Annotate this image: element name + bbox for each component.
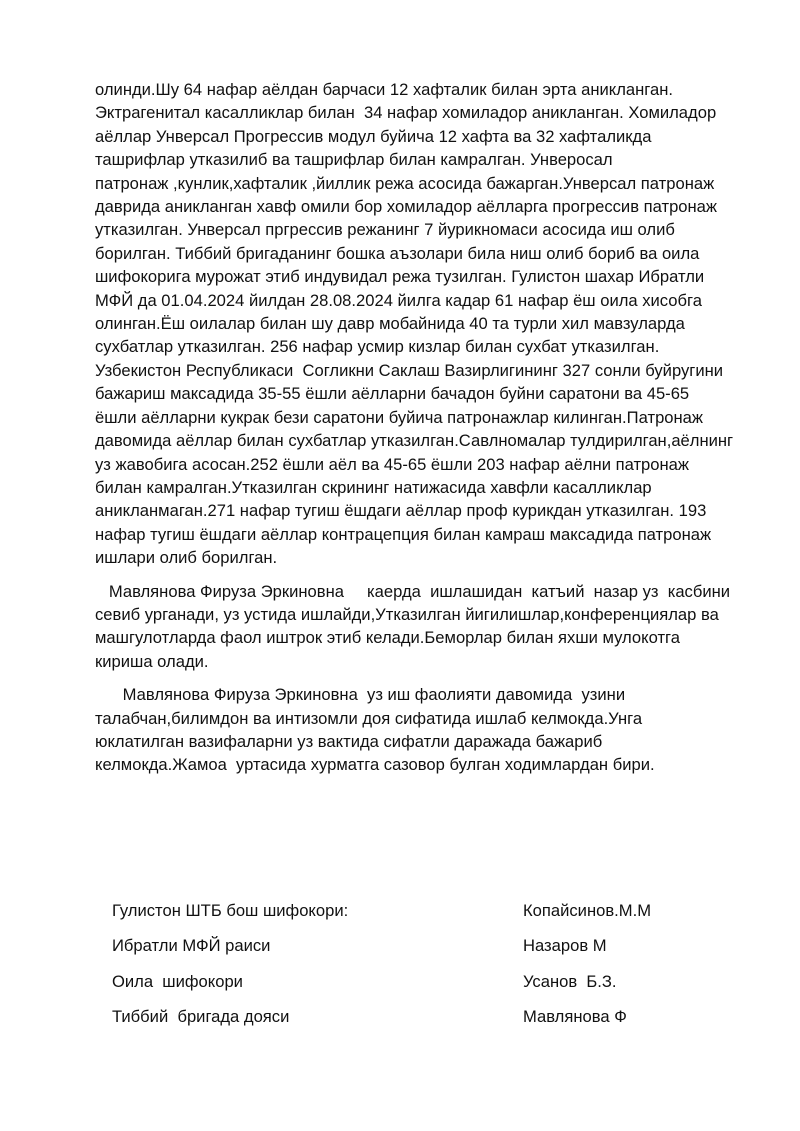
text-line: уз жавобига асосан.252 ёшли аёл ва 45-65 ёшли 203 нафар аёлни патронаж <box>95 454 690 474</box>
signature-name: Усанов Б.З. <box>523 971 617 991</box>
document-body <box>95 78 775 777</box>
text-line: ёшли аёлларни кукрак бези саратони буйича патронажлар килинган.Патронаж <box>95 407 704 427</box>
signature-block <box>112 899 712 1040</box>
text-line: севиб урганади, уз устида ишлайди,Утказилган йигилишлар,конференциялар ва <box>95 604 719 624</box>
signature-row <box>112 899 712 934</box>
text-line: МФЙ да 01.04.2024 йилдан 28.08.2024 йилга кадар 61 нафар ёш оила хисобга <box>95 290 702 310</box>
signature-role: Ибратли МФЙ раиси <box>112 936 271 956</box>
signature-name: Мавлянова Ф <box>523 1006 627 1026</box>
signature-role: Тиббий бригада дояси <box>112 1006 290 1026</box>
text-line: утказилган. Унверсал пргрессив режанинг 7 йурикномаси асосида иш олиб <box>95 220 675 240</box>
text-line: бажариш максадида 35-55 ёшли аёлларни бачадон буйни саратони ва 45-65 <box>95 384 690 404</box>
text-line: нафар тугиш ёшдаги аёллар контрацепция билан камраш максадида патронаж <box>95 524 712 544</box>
text-line: машгулотларда фаол иштрок этиб келади.Беморлар билан яхши мулокотга <box>95 628 680 648</box>
paragraph-activity-report <box>95 78 775 570</box>
text-line: шифокорига мурожат этиб индувидал режа тузилган. Гулистон шахар Ибратли <box>95 267 705 287</box>
text-line: борилган. Тиббий бригаданинг бошка аъзолари била ниш олиб бориб ва оила <box>95 243 700 263</box>
text-line: сухбатлар утказилган. 256 нафар усмир кизлар билан сухбат утказилган. <box>95 337 660 357</box>
text-line: Мавлянова Фируза Эркиновна уз иш фаолияти давомида узини <box>95 685 626 705</box>
text-line: аникланмаган.271 нафар тугиш ёшдаги аёллар проф курикдан утказилган. 193 <box>95 501 707 521</box>
signature-row <box>112 1005 712 1040</box>
text-line: олинган.Ёш оилалар билан шу давр мобайнида 40 та турли хил мавзуларда <box>95 314 685 334</box>
text-line: давомида аёллар билан сухбатлар утказилган.Савлномалар тулдирилган,аёлнинг <box>95 431 734 451</box>
signature-role: Оила шифокори <box>112 971 243 991</box>
text-line: даврида аникланган хавф омили бор хомиладор аёлларга прогрессив патронаж <box>95 197 718 217</box>
text-line: патронаж ,кунлик,хафталик ,йиллик режа асосида бажарган.Унверсал патронаж <box>95 173 715 193</box>
text-line: аёллар Унверсал Прогрессив модул буйича 12 хафта ва 32 хафталикда <box>95 126 652 146</box>
text-line: Узбекистон Республикаси Согликни Саклаш Вазирлигининг 327 сонли буйругини <box>95 360 724 380</box>
signature-row <box>112 970 712 1005</box>
text-line: Мавлянова Фируза Эркиновна каерда ишлашидан катъий назар уз касбини <box>95 581 731 601</box>
text-line: юклатилган вазифаларни уз вактида сифатли даражада бажариб <box>95 731 603 751</box>
text-line: олинди.Шу 64 нафар аёлдан барчаси 12 хафталик билан эрта аникланган. <box>95 80 674 99</box>
signature-name: Назаров М <box>523 936 607 956</box>
signature-row <box>112 934 712 969</box>
paragraph-character <box>95 580 775 674</box>
text-line: Эктрагенитал касалликлар билан 34 нафар хомиладор аникланган. Хомиладор <box>95 103 717 123</box>
text-line: ташрифлар утказилиб ва ташрифлар билан камралган. Унверосал <box>95 150 613 170</box>
text-line: келмокда.Жамоа уртасида хурматга сазовор булган ходимлардан бири. <box>95 755 655 775</box>
signature-role: Гулистон ШТБ бош шифокори: <box>112 901 349 920</box>
paragraph-gap <box>95 570 775 580</box>
text-line: талабчан,билимдон ва интизомли доя сифатида ишлаб келмокда.Унга <box>95 708 643 728</box>
text-line: ишлари олиб борилган. <box>95 548 278 568</box>
text-line: билан камралган.Утказилган скрининг натижасида хавфли касалликлар <box>95 477 652 497</box>
paragraph-performance <box>95 683 775 777</box>
paragraph-gap <box>95 673 775 683</box>
text-line: кириша олади. <box>95 651 209 671</box>
signature-name: Копайсинов.М.М <box>523 901 652 920</box>
